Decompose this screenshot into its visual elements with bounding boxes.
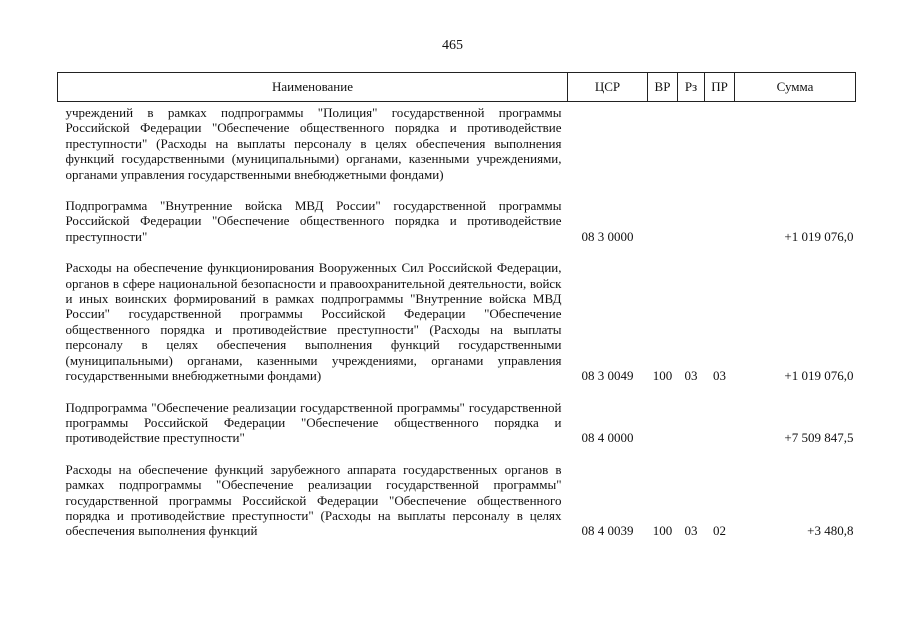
row-csr [568,102,648,183]
row-vr [648,102,678,183]
table-row [58,198,856,244]
row-csr: 08 3 0049 [581,368,634,384]
row-rz [678,198,705,244]
header-vr: ВР [648,73,678,102]
row-vr [648,400,678,446]
header-name: Наименование [58,73,568,102]
row-vr: 100 [652,523,673,539]
row-vr: 100 [652,368,673,384]
row-rz [678,400,705,446]
table-header-row [58,73,856,102]
header-rz: Рз [678,73,705,102]
table-row [58,400,856,446]
row-name: Расходы на обеспечение функций зарубежного аппарата государственных органов в рамках подпрограммы "Обеспечение реализации государственной программы" государственной программы Российской Федерации "Обеспечение общественного порядка и противодействие преступности" (Расходы на выплаты персоналу в целях обеспечения выполнения функций [65,461,562,539]
header-pr: ПР [705,73,735,102]
row-name: учреждений в рамках подпрограммы "Полиция" государственной программы Российской Федерации "Обеспечение общественного порядка и противодействие преступности" (Расходы на выплаты персоналу в целях обеспечения выполнения функций государственными (муниципальными) органами, казенными учреждениями, органами управления государственными внебюджетными фондами) [65,105,562,182]
row-spacer [58,446,856,462]
table-row [58,462,856,539]
row-pr: 02 [713,523,726,539]
row-spacer [58,182,856,198]
row-pr [705,198,735,244]
row-vr [648,198,678,244]
row-rz [678,102,705,183]
page-number: 465 [442,38,463,53]
row-pr [705,400,735,446]
row-spacer [58,384,856,400]
row-sum: +1 019 076,0 [784,228,854,244]
row-name: Подпрограмма "Обеспечение реализации государственной программы" государственной программы Российской Федерации "Обеспечение общественного порядка и противодействие преступности" [65,399,562,446]
budget-table [57,72,856,539]
row-sum: +3 480,8 [807,523,854,539]
row-sum: +1 019 076,0 [784,368,854,384]
row-pr: 03 [713,368,726,384]
row-csr: 08 4 0000 [581,430,634,446]
row-sum [735,102,856,183]
table-row [58,102,856,183]
row-name: Расходы на обеспечение функционирования Вооруженных Сил Российской Федерации, органов в сфере национальной безопасности и правоохранительной деятельности, войск и иных воинских формирований в рамках подпрограммы "Внутренние войска МВД России" государственной программы Российской Федерации "Обеспечение общественного порядка и противодействие преступности" (Расходы на выплаты персоналу в целях обеспечения выполнения функций государственными (муниципальными) органами, казенными учреждениями, органами управления государственными внебюджетными фондами) [65,260,562,384]
row-csr: 08 4 0039 [581,523,634,539]
header-csr: ЦСР [568,73,648,102]
row-name: Подпрограмма "Внутренние войска МВД России" государственной программы Российской Федерации "Обеспечение общественного порядка и противодействие преступности" [65,198,562,244]
row-rz: 03 [684,368,698,384]
row-pr [705,102,735,183]
table-row [58,260,856,383]
row-rz: 03 [684,523,698,539]
header-sum: Сумма [735,73,856,102]
row-sum: +7 509 847,5 [784,430,854,446]
row-spacer [58,244,856,260]
row-csr: 08 3 0000 [581,228,634,244]
